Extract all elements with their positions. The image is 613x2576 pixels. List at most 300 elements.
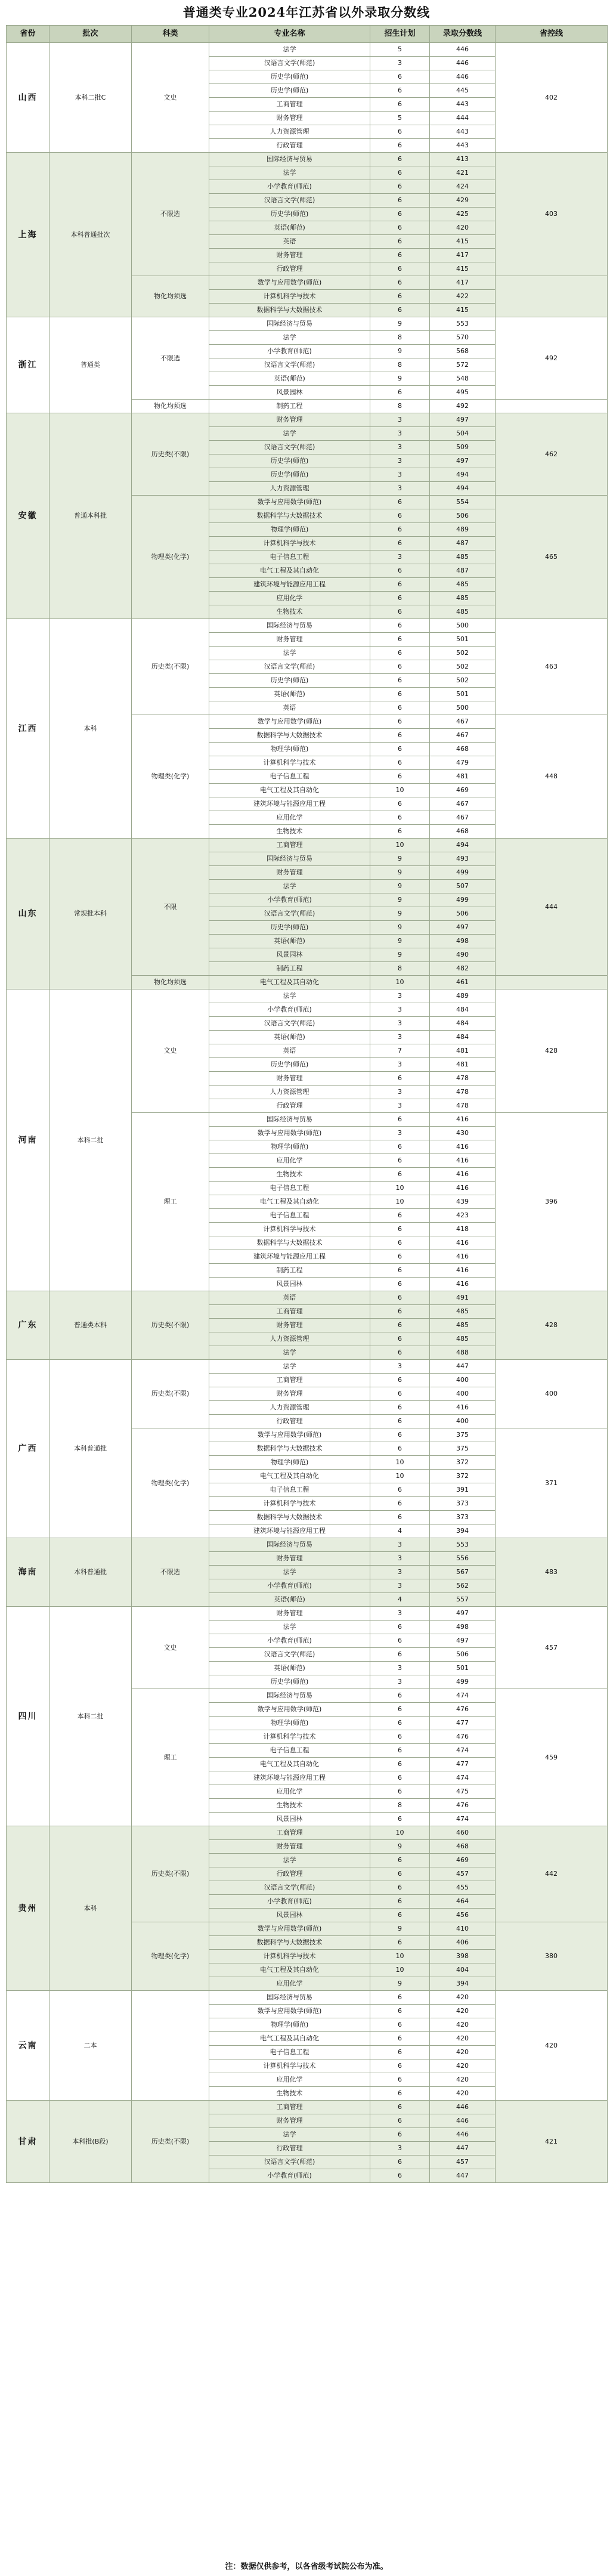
score-cell: 497 — [430, 1634, 496, 1648]
major-cell: 行政管理 — [209, 2142, 370, 2156]
score-cell: 467 — [430, 715, 496, 729]
plan-cell: 6 — [370, 290, 430, 304]
major-cell: 建筑环境与能源应用工程 — [209, 578, 370, 592]
province-cell: 云南 — [7, 1991, 49, 2101]
plan-cell: 10 — [370, 1195, 430, 1209]
category-cell: 历史类(不限) — [132, 1291, 209, 1360]
major-cell: 计算机科学与技术 — [209, 1950, 370, 1963]
major-cell: 生物技术 — [209, 605, 370, 619]
major-cell: 应用化学 — [209, 2073, 370, 2087]
plan-cell: 8 — [370, 331, 430, 345]
plan-cell: 5 — [370, 43, 430, 57]
score-cell: 568 — [430, 345, 496, 358]
major-cell: 法学 — [209, 1566, 370, 1579]
plan-cell: 9 — [370, 1840, 430, 1854]
major-cell: 小学教育(师范) — [209, 2169, 370, 2183]
major-cell: 生物技术 — [209, 825, 370, 839]
score-cell: 394 — [430, 1977, 496, 1991]
major-cell: 计算机科学与技术 — [209, 1730, 370, 1744]
major-cell: 电气工程及其自动化 — [209, 2032, 370, 2046]
score-cell: 420 — [430, 2018, 496, 2032]
score-cell: 479 — [430, 756, 496, 770]
score-cell: 567 — [430, 1566, 496, 1579]
plan-cell: 9 — [370, 948, 430, 962]
category-cell: 不限选 — [132, 1538, 209, 1607]
score-cell: 554 — [430, 496, 496, 509]
plan-cell: 3 — [370, 1675, 430, 1689]
score-cell: 456 — [430, 1909, 496, 1922]
score-cell: 420 — [430, 221, 496, 235]
control-line-cell: 465 — [496, 496, 608, 619]
header-score: 录取分数线 — [430, 26, 496, 43]
major-cell: 电子信息工程 — [209, 1209, 370, 1223]
plan-cell: 6 — [370, 1991, 430, 2005]
major-cell: 电子信息工程 — [209, 770, 370, 784]
score-cell: 420 — [430, 2087, 496, 2101]
plan-cell: 6 — [370, 166, 430, 180]
major-cell: 财务管理 — [209, 249, 370, 262]
plan-cell: 6 — [370, 1717, 430, 1730]
major-cell: 汉语言文学(师范) — [209, 194, 370, 208]
plan-cell: 9 — [370, 345, 430, 358]
major-cell: 英语(师范) — [209, 688, 370, 701]
major-cell: 数学与应用数学(师范) — [209, 2005, 370, 2018]
score-cell: 413 — [430, 153, 496, 166]
score-cell: 572 — [430, 358, 496, 372]
score-cell: 416 — [430, 1140, 496, 1154]
score-cell: 398 — [430, 1950, 496, 1963]
control-line-cell: 442 — [496, 1826, 608, 1922]
table-body — [7, 43, 608, 2183]
batch-cell: 普通类本科 — [49, 1291, 132, 1360]
plan-cell: 6 — [370, 743, 430, 756]
major-cell: 生物技术 — [209, 1799, 370, 1813]
score-cell: 509 — [430, 441, 496, 454]
score-cell: 424 — [430, 180, 496, 194]
plan-cell: 6 — [370, 1072, 430, 1086]
major-cell: 国际经济与贸易 — [209, 1113, 370, 1127]
category-cell: 物化均须选 — [132, 276, 209, 317]
plan-cell: 3 — [370, 57, 430, 70]
plan-cell: 6 — [370, 1415, 430, 1428]
major-cell: 行政管理 — [209, 1099, 370, 1113]
major-cell: 英语 — [209, 235, 370, 249]
batch-cell: 普通类 — [49, 317, 132, 413]
major-cell: 电气工程及其自动化 — [209, 1963, 370, 1977]
major-cell: 财务管理 — [209, 413, 370, 427]
score-cell: 481 — [430, 1044, 496, 1058]
table-row — [7, 619, 608, 633]
control-line-cell — [496, 976, 608, 989]
score-cell: 429 — [430, 194, 496, 208]
major-cell: 国际经济与贸易 — [209, 153, 370, 166]
plan-cell: 6 — [370, 1621, 430, 1634]
plan-cell: 3 — [370, 1127, 430, 1140]
major-cell: 法学 — [209, 43, 370, 57]
plan-cell: 3 — [370, 1003, 430, 1017]
plan-cell: 6 — [370, 701, 430, 715]
major-cell: 计算机科学与技术 — [209, 756, 370, 770]
control-line-cell — [496, 276, 608, 317]
control-line-cell: 448 — [496, 715, 608, 839]
major-cell: 小学教育(师范) — [209, 1895, 370, 1909]
score-cell: 487 — [430, 537, 496, 551]
score-cell: 400 — [430, 1374, 496, 1387]
plan-cell: 8 — [370, 400, 430, 413]
category-cell: 不限 — [132, 839, 209, 976]
score-cell: 475 — [430, 1785, 496, 1799]
plan-cell: 6 — [370, 1730, 430, 1744]
batch-cell: 本科二批 — [49, 1607, 132, 1826]
batch-cell: 普通本科批 — [49, 413, 132, 619]
major-cell: 生物技术 — [209, 1168, 370, 1182]
batch-cell: 本科普通批次 — [49, 153, 132, 317]
major-cell: 英语(师范) — [209, 1593, 370, 1607]
score-cell: 447 — [430, 2142, 496, 2156]
major-cell: 电气工程及其自动化 — [209, 1758, 370, 1771]
control-line-cell: 462 — [496, 413, 608, 496]
major-cell: 生物技术 — [209, 2087, 370, 2101]
score-cell: 467 — [430, 729, 496, 743]
major-cell: 人力资源管理 — [209, 1401, 370, 1415]
major-cell: 工商管理 — [209, 98, 370, 112]
score-cell: 373 — [430, 1497, 496, 1511]
province-cell: 海南 — [7, 1538, 49, 1607]
plan-cell: 8 — [370, 358, 430, 372]
plan-cell: 3 — [370, 454, 430, 468]
plan-cell: 6 — [370, 1703, 430, 1717]
table-row — [7, 839, 608, 852]
plan-cell: 6 — [370, 1511, 430, 1524]
plan-cell: 9 — [370, 372, 430, 386]
category-cell: 不限选 — [132, 153, 209, 276]
control-line-cell: 463 — [496, 619, 608, 715]
province-cell: 河南 — [7, 989, 49, 1291]
plan-cell: 6 — [370, 633, 430, 647]
score-cell: 446 — [430, 43, 496, 57]
category-cell: 文史 — [132, 1607, 209, 1689]
plan-cell: 9 — [370, 1922, 430, 1936]
category-cell: 文史 — [132, 989, 209, 1113]
table-row — [7, 989, 608, 1003]
score-cell: 406 — [430, 1936, 496, 1950]
plan-cell: 6 — [370, 2087, 430, 2101]
score-cell: 481 — [430, 1058, 496, 1072]
plan-cell: 10 — [370, 1470, 430, 1483]
score-cell: 548 — [430, 372, 496, 386]
score-cell: 506 — [430, 509, 496, 523]
plan-cell: 10 — [370, 1182, 430, 1195]
major-cell: 数据科学与大数据技术 — [209, 1936, 370, 1950]
category-cell: 理工 — [132, 1689, 209, 1826]
plan-cell: 9 — [370, 866, 430, 880]
plan-cell: 10 — [370, 839, 430, 852]
major-cell: 财务管理 — [209, 1387, 370, 1401]
major-cell: 汉语言文学(师范) — [209, 441, 370, 454]
plan-cell: 6 — [370, 1867, 430, 1881]
table-row — [7, 1360, 608, 1374]
score-cell: 375 — [430, 1442, 496, 1456]
plan-cell: 3 — [370, 1538, 430, 1552]
score-cell: 501 — [430, 1662, 496, 1675]
plan-cell: 6 — [370, 194, 430, 208]
category-cell: 物化均须选 — [132, 400, 209, 413]
plan-cell: 6 — [370, 825, 430, 839]
major-cell: 风景园林 — [209, 1909, 370, 1922]
plan-cell: 6 — [370, 509, 430, 523]
score-cell: 415 — [430, 262, 496, 276]
admission-score-table — [6, 25, 608, 2183]
category-cell: 物化均须选 — [132, 976, 209, 989]
major-cell: 法学 — [209, 880, 370, 893]
province-cell: 山东 — [7, 839, 49, 989]
plan-cell: 6 — [370, 139, 430, 153]
major-cell: 计算机科学与技术 — [209, 1497, 370, 1511]
major-cell: 财务管理 — [209, 1840, 370, 1854]
header-plan: 招生计划 — [370, 26, 430, 43]
table-row — [7, 1607, 608, 1621]
major-cell: 数据科学与大数据技术 — [209, 1511, 370, 1524]
major-cell: 计算机科学与技术 — [209, 290, 370, 304]
major-cell: 风景园林 — [209, 1278, 370, 1291]
batch-cell: 本科二批C — [49, 43, 132, 153]
plan-cell: 3 — [370, 1552, 430, 1566]
major-cell: 汉语言文学(师范) — [209, 660, 370, 674]
plan-cell: 10 — [370, 1950, 430, 1963]
score-cell: 499 — [430, 1675, 496, 1689]
table-row — [7, 43, 608, 57]
header-batch: 批次 — [49, 26, 132, 43]
category-cell: 不限选 — [132, 317, 209, 400]
score-cell: 476 — [430, 1703, 496, 1717]
province-cell: 贵州 — [7, 1826, 49, 1991]
plan-cell: 8 — [370, 1799, 430, 1813]
score-cell: 443 — [430, 139, 496, 153]
plan-cell: 6 — [370, 386, 430, 400]
major-cell: 法学 — [209, 1360, 370, 1374]
plan-cell: 6 — [370, 1319, 430, 1332]
score-cell: 494 — [430, 839, 496, 852]
plan-cell: 6 — [370, 1223, 430, 1236]
province-cell: 山西 — [7, 43, 49, 153]
control-line-cell: 396 — [496, 1113, 608, 1291]
major-cell: 国际经济与贸易 — [209, 852, 370, 866]
major-cell: 法学 — [209, 1621, 370, 1634]
table-row — [7, 153, 608, 166]
score-cell: 391 — [430, 1483, 496, 1497]
score-cell: 421 — [430, 166, 496, 180]
table-row — [7, 1826, 608, 1840]
score-cell: 410 — [430, 1922, 496, 1936]
plan-cell: 10 — [370, 1963, 430, 1977]
score-cell: 416 — [430, 1168, 496, 1182]
score-cell: 553 — [430, 1538, 496, 1552]
major-cell: 工商管理 — [209, 1826, 370, 1840]
score-cell: 439 — [430, 1195, 496, 1209]
major-cell: 人力资源管理 — [209, 1332, 370, 1346]
plan-cell: 6 — [370, 1291, 430, 1305]
score-cell: 502 — [430, 674, 496, 688]
plan-cell: 6 — [370, 1236, 430, 1250]
plan-cell: 3 — [370, 1662, 430, 1675]
header-province: 省份 — [7, 26, 49, 43]
score-cell: 556 — [430, 1552, 496, 1566]
major-cell: 英语(师范) — [209, 1031, 370, 1044]
plan-cell: 6 — [370, 1209, 430, 1223]
major-cell: 数据科学与大数据技术 — [209, 509, 370, 523]
plan-cell: 6 — [370, 2046, 430, 2059]
score-cell: 422 — [430, 290, 496, 304]
major-cell: 物理学(师范) — [209, 743, 370, 756]
score-cell: 460 — [430, 1826, 496, 1840]
score-cell: 375 — [430, 1428, 496, 1442]
score-cell: 485 — [430, 605, 496, 619]
score-cell: 484 — [430, 1031, 496, 1044]
province-cell: 广西 — [7, 1360, 49, 1538]
plan-cell: 3 — [370, 1607, 430, 1621]
score-cell: 415 — [430, 235, 496, 249]
control-line-cell: 428 — [496, 989, 608, 1113]
major-cell: 物理学(师范) — [209, 2018, 370, 2032]
header-category: 科类 — [132, 26, 209, 43]
major-cell: 建筑环境与能源应用工程 — [209, 1250, 370, 1264]
score-cell: 417 — [430, 249, 496, 262]
major-cell: 小学教育(师范) — [209, 1579, 370, 1593]
score-cell: 474 — [430, 1689, 496, 1703]
plan-cell: 6 — [370, 564, 430, 578]
major-cell: 人力资源管理 — [209, 482, 370, 496]
score-cell: 373 — [430, 1511, 496, 1524]
score-cell: 420 — [430, 2032, 496, 2046]
score-cell: 494 — [430, 468, 496, 482]
score-cell: 492 — [430, 400, 496, 413]
plan-cell: 6 — [370, 2018, 430, 2032]
control-line-cell: 380 — [496, 1922, 608, 1991]
plan-cell: 6 — [370, 1895, 430, 1909]
score-cell: 444 — [430, 112, 496, 125]
plan-cell: 9 — [370, 852, 430, 866]
major-cell: 数据科学与大数据技术 — [209, 1442, 370, 1456]
plan-cell: 3 — [370, 1566, 430, 1579]
footnote: 注：数据仅供参考，以各省级考试院公布为准。 — [225, 2562, 388, 2571]
score-cell: 476 — [430, 1799, 496, 1813]
plan-cell: 6 — [370, 1483, 430, 1497]
plan-cell: 3 — [370, 1099, 430, 1113]
plan-cell: 6 — [370, 1250, 430, 1264]
province-cell: 安徽 — [7, 413, 49, 619]
major-cell: 行政管理 — [209, 1415, 370, 1428]
category-cell: 物理类(化学) — [132, 1922, 209, 1991]
plan-cell: 6 — [370, 2114, 430, 2128]
score-cell: 485 — [430, 1305, 496, 1319]
major-cell: 汉语言文学(师范) — [209, 2156, 370, 2169]
plan-cell: 6 — [370, 1648, 430, 1662]
plan-cell: 6 — [370, 1689, 430, 1703]
major-cell: 制药工程 — [209, 1264, 370, 1278]
plan-cell: 9 — [370, 921, 430, 935]
score-cell: 372 — [430, 1470, 496, 1483]
major-cell: 历史学(师范) — [209, 84, 370, 98]
score-cell: 477 — [430, 1758, 496, 1771]
major-cell: 物理学(师范) — [209, 1717, 370, 1730]
major-cell: 电气工程及其自动化 — [209, 1470, 370, 1483]
score-cell: 420 — [430, 1991, 496, 2005]
major-cell: 历史学(师范) — [209, 921, 370, 935]
score-cell: 487 — [430, 564, 496, 578]
province-cell: 广东 — [7, 1291, 49, 1360]
plan-cell: 3 — [370, 1086, 430, 1099]
category-cell: 历史类(不限) — [132, 619, 209, 715]
batch-cell: 常规批本科 — [49, 839, 132, 989]
plan-cell: 3 — [370, 441, 430, 454]
score-cell: 468 — [430, 743, 496, 756]
score-cell: 491 — [430, 1291, 496, 1305]
major-cell: 电气工程及其自动化 — [209, 564, 370, 578]
plan-cell: 6 — [370, 523, 430, 537]
major-cell: 工商管理 — [209, 839, 370, 852]
major-cell: 应用化学 — [209, 592, 370, 605]
score-cell: 497 — [430, 921, 496, 935]
major-cell: 电子信息工程 — [209, 551, 370, 564]
score-cell: 416 — [430, 1264, 496, 1278]
plan-cell: 6 — [370, 1387, 430, 1401]
score-cell: 420 — [430, 2046, 496, 2059]
major-cell: 历史学(师范) — [209, 208, 370, 221]
plan-cell: 6 — [370, 1332, 430, 1346]
major-cell: 制药工程 — [209, 962, 370, 976]
score-cell: 446 — [430, 2114, 496, 2128]
major-cell: 财务管理 — [209, 1607, 370, 1621]
major-cell: 风景园林 — [209, 1813, 370, 1826]
major-cell: 法学 — [209, 166, 370, 180]
score-cell: 476 — [430, 1730, 496, 1744]
batch-cell: 本科二批 — [49, 989, 132, 1291]
plan-cell: 6 — [370, 1744, 430, 1758]
plan-cell: 6 — [370, 715, 430, 729]
plan-cell: 6 — [370, 208, 430, 221]
control-line-cell: 457 — [496, 1607, 608, 1689]
major-cell: 国际经济与贸易 — [209, 1689, 370, 1703]
score-cell: 420 — [430, 2059, 496, 2073]
plan-cell: 6 — [370, 2101, 430, 2114]
plan-cell: 6 — [370, 2032, 430, 2046]
major-cell: 电气工程及其自动化 — [209, 784, 370, 797]
plan-cell: 6 — [370, 1305, 430, 1319]
major-cell: 行政管理 — [209, 1867, 370, 1881]
major-cell: 国际经济与贸易 — [209, 1538, 370, 1552]
control-line-cell: 400 — [496, 1360, 608, 1428]
score-cell: 507 — [430, 880, 496, 893]
major-cell: 物理学(师范) — [209, 1140, 370, 1154]
score-cell: 446 — [430, 70, 496, 84]
major-cell: 数学与应用数学(师范) — [209, 1428, 370, 1442]
category-cell: 历史类(不限) — [132, 1360, 209, 1428]
plan-cell: 6 — [370, 605, 430, 619]
major-cell: 行政管理 — [209, 139, 370, 153]
score-cell: 499 — [430, 866, 496, 880]
plan-cell: 6 — [370, 592, 430, 605]
plan-cell: 8 — [370, 962, 430, 976]
control-line-cell: 459 — [496, 1689, 608, 1826]
major-cell: 财务管理 — [209, 112, 370, 125]
control-line-cell: 420 — [496, 1991, 608, 2101]
plan-cell: 6 — [370, 2128, 430, 2142]
plan-cell: 6 — [370, 729, 430, 743]
major-cell: 应用化学 — [209, 1785, 370, 1799]
score-cell: 461 — [430, 976, 496, 989]
score-cell: 501 — [430, 633, 496, 647]
batch-cell: 本科普通批 — [49, 1360, 132, 1538]
